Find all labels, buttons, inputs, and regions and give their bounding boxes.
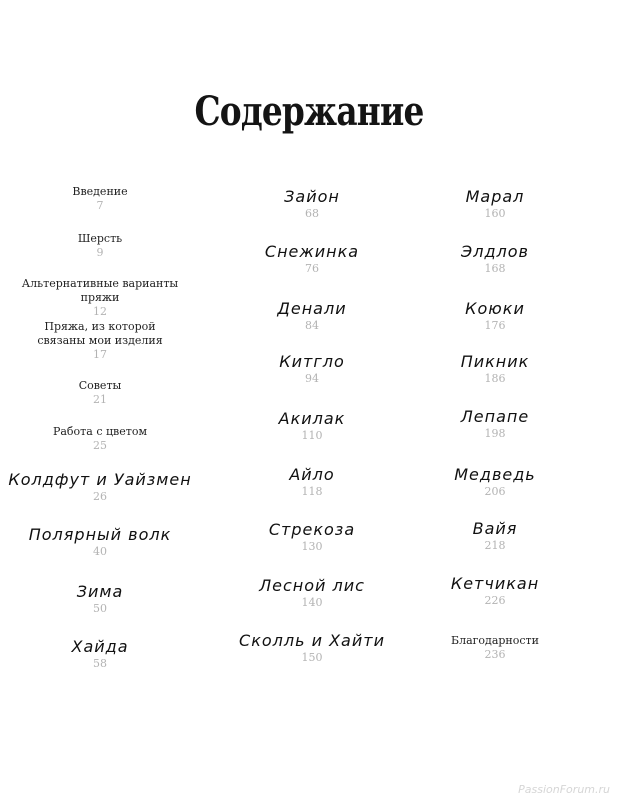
toc-entry-title: Коюки: [465, 299, 525, 318]
toc-entry-title: Пряжа, из которой связаны мои изделия: [37, 320, 163, 347]
toc-entry-title: Зима: [76, 582, 124, 601]
toc-entry-page: 206: [484, 485, 506, 498]
toc-entry-page: 25: [93, 439, 107, 452]
toc-entry: [10, 232, 190, 260]
toc-entry-title: Денали: [277, 299, 347, 318]
toc-entry: [10, 425, 190, 453]
toc-entry-title: Введение: [72, 185, 128, 198]
toc-entry-page: 26: [93, 490, 107, 503]
toc-entry-page: 168: [484, 262, 506, 275]
toc-entry-page: 110: [301, 429, 323, 442]
toc-entry-page: 236: [484, 648, 506, 661]
toc-entry-page: 118: [301, 485, 323, 498]
toc-entry-page: 7: [96, 199, 104, 212]
toc-entry-title: Вайя: [472, 519, 518, 538]
toc-entry-page: 50: [93, 602, 107, 615]
toc-entry-page: 226: [484, 594, 506, 607]
toc-entry: [222, 576, 402, 610]
page-title: Содержание: [194, 88, 424, 135]
toc-entry-page: 198: [484, 427, 506, 440]
toc-entry-title: Лесной лис: [259, 576, 365, 595]
toc-entry: [405, 299, 585, 333]
toc-entry: [405, 407, 585, 441]
toc-entry: [222, 409, 402, 443]
toc-entry-title: Пикник: [460, 352, 530, 371]
toc-entry-page: 76: [305, 262, 319, 275]
toc-entry: [212, 631, 412, 665]
toc-entry-page: 84: [305, 319, 319, 332]
toc-entry-title: Зайон: [284, 187, 340, 206]
toc-entry: [2, 470, 198, 504]
toc-entry: [10, 277, 190, 319]
toc-entry: [405, 352, 585, 386]
toc-entry-title: Полярный волк: [28, 525, 172, 544]
toc-entry: [222, 352, 402, 386]
toc-entry: [405, 519, 585, 553]
watermark: PassionForum.ru: [518, 783, 610, 796]
toc-entry-title: Колдфут и Уайзмен: [8, 470, 192, 489]
toc-entry: [10, 525, 190, 559]
toc-entry-title: Марал: [465, 187, 525, 206]
toc-entry-title: Сколль и Хайти: [239, 631, 385, 650]
toc-entry-title: Элдлов: [461, 242, 529, 261]
toc-entry: [405, 574, 585, 608]
toc-entry-page: 68: [305, 207, 319, 220]
toc-entry-title: Акилак: [278, 409, 346, 428]
toc-entry-page: 58: [93, 657, 107, 670]
toc-entry-page: 21: [93, 393, 107, 406]
toc-entry-title: Шерсть: [77, 232, 123, 245]
toc-entry-title: Альтернативные варианты пряжи: [21, 277, 179, 304]
toc-entry-title: Снежинка: [264, 242, 360, 261]
toc-entry-page: 94: [305, 372, 319, 385]
toc-entry: [222, 465, 402, 499]
toc-entry-title: Благодарности: [451, 634, 539, 647]
toc-entry: [10, 637, 190, 671]
toc-entry-title: Стрекоза: [268, 520, 356, 539]
toc-entry-title: Айло: [289, 465, 335, 484]
toc-entry-title: Кетчикан: [450, 574, 540, 593]
toc-entry: [405, 465, 585, 499]
toc-entry: [10, 582, 190, 616]
toc-entry-page: 40: [93, 545, 107, 558]
toc-entry-title: Китгло: [279, 352, 345, 371]
toc-entry: [10, 379, 190, 407]
toc-entry-page: 17: [93, 348, 107, 361]
toc-entry-page: 140: [301, 596, 323, 609]
toc-entry: [30, 320, 170, 362]
toc-entry-title: Советы: [78, 379, 122, 392]
toc-entry-page: 186: [484, 372, 506, 385]
toc-entry-page: 130: [301, 540, 323, 553]
toc-entry-title: Медведь: [454, 465, 536, 484]
toc-entry-title: Лепапе: [460, 407, 530, 426]
toc-entry-page: 150: [301, 651, 323, 664]
toc-entry-title: Хайда: [71, 637, 129, 656]
toc-entry-page: 12: [93, 305, 107, 318]
toc-entry: [222, 299, 402, 333]
toc-entry: [405, 242, 585, 276]
toc-entry-page: 160: [484, 207, 506, 220]
toc-entry: [222, 242, 402, 276]
toc-entry-page: 9: [96, 246, 104, 259]
toc-entry-title: Работа с цветом: [52, 425, 148, 438]
toc-entry: [222, 187, 402, 221]
toc-entry: [405, 187, 585, 221]
toc-entry: [10, 185, 190, 213]
toc-entry: [222, 520, 402, 554]
toc-entry: [405, 634, 585, 662]
toc-entry-page: 218: [484, 539, 506, 552]
toc-entry-page: 176: [484, 319, 506, 332]
